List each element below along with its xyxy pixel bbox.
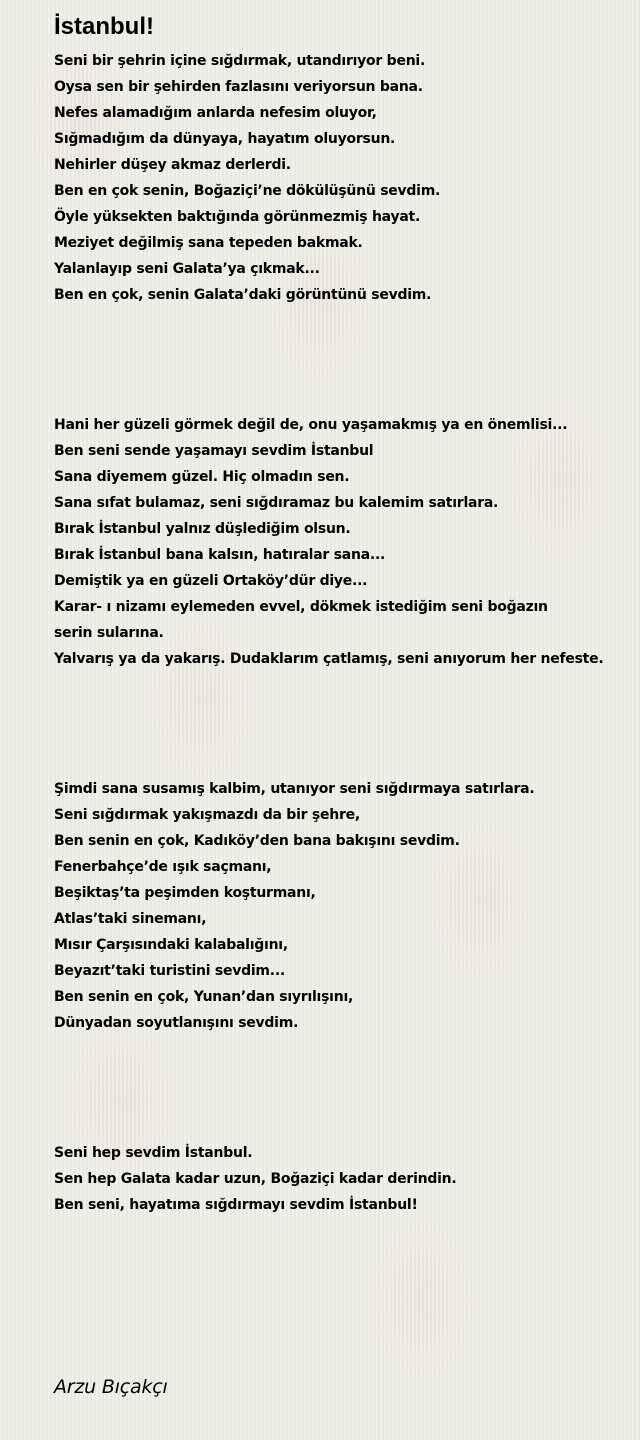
stanza-3	[54, 776, 624, 1036]
poem-line: Sen hep Galata kadar uzun, Boğaziçi kadar derindin.	[54, 1171, 457, 1187]
poem-line: Ben en çok senin, Boğaziçi’ne dökülüşünü sevdim.	[54, 183, 441, 199]
stanza-spacer	[54, 672, 624, 776]
poem-line: Ben senin en çok, Kadıköy’den bana bakışını sevdim.	[54, 833, 460, 849]
poem-title: İstanbul!	[54, 13, 154, 40]
poem-line: Atlas’taki sinemanı,	[54, 911, 207, 927]
poem-line: Ben seni sende yaşamayı sevdim İstanbul	[54, 443, 374, 459]
stanza-spacer	[54, 1036, 624, 1140]
poem-line: Seni sığdırmak yakışmazdı da bir şehre,	[54, 807, 360, 823]
poem-line: Sana diyemem güzel. Hiç olmadın sen.	[54, 469, 350, 485]
poem-line: Meziyet değilmiş sana tepeden bakmak.	[54, 235, 363, 251]
stanza-4	[54, 1140, 624, 1218]
stanza-2	[54, 412, 624, 672]
poem-line: Beşiktaş’ta peşimden koşturmanı,	[54, 885, 316, 901]
poem-line: serin sularına.	[54, 625, 164, 641]
poem-line: Karar- ı nizamı eylemeden evvel, dökmek istediğim seni boğazın	[54, 599, 548, 615]
poem-line: Hani her güzeli görmek değil de, onu yaşamakmış ya en önemlisi...	[54, 417, 568, 433]
poem-line: Seni bir şehrin içine sığdırmak, utandırıyor beni.	[54, 53, 426, 69]
poem-line: Nehirler düşey akmaz derlerdi.	[54, 157, 291, 173]
poem-line: Ben seni, hayatıma sığdırmayı sevdim İstanbul!	[54, 1197, 418, 1213]
poem-line: Bırak İstanbul bana kalsın, hatıralar sana...	[54, 547, 386, 563]
poem-line: Mısır Çarşısındaki kalabalığını,	[54, 937, 288, 953]
poem-line: Oysa sen bir şehirden fazlasını veriyorsun bana.	[54, 79, 423, 95]
poem-line: Fenerbahçe’de ışık saçmanı,	[54, 859, 272, 875]
poem-line: Ben en çok, senin Galata’daki görüntünü sevdim.	[54, 287, 432, 303]
poem-line: Seni hep sevdim İstanbul.	[54, 1145, 253, 1161]
poem-line: Şimdi sana susamış kalbim, utanıyor seni sığdırmaya satırlara.	[54, 781, 535, 797]
poem-line: Yalanlayıp seni Galata’ya çıkmak...	[54, 261, 320, 277]
poem-container	[54, 8, 624, 1218]
poem-line: Demiştik ya en güzeli Ortaköy’dür diye...	[54, 573, 368, 589]
poem-author: Arzu Bıçakçı	[54, 1376, 168, 1398]
stanza-spacer	[54, 308, 624, 412]
poem-line: Sığmadığım da dünyaya, hayatım oluyorsun.	[54, 131, 396, 147]
poem-line: Beyazıt’taki turistini sevdim...	[54, 963, 285, 979]
poem-line: Öyle yüksekten baktığında görünmezmiş hayat.	[54, 209, 421, 225]
poem-line: Dünyadan soyutlanışını sevdim.	[54, 1015, 299, 1031]
poem-line: Yalvarış ya da yakarış. Dudaklarım çatlamış, seni anıyorum her nefeste.	[54, 651, 604, 667]
poem-line: Ben senin en çok, Yunan’dan sıyrılışını,	[54, 989, 354, 1005]
stanza-1	[54, 48, 624, 308]
poem-line: Bırak İstanbul yalnız düşlediğim olsun.	[54, 521, 351, 537]
poem-line: Sana sıfat bulamaz, seni sığdıramaz bu kalemim satırlara.	[54, 495, 499, 511]
poem-line: Nefes alamadığım anlarda nefesim oluyor,	[54, 105, 377, 121]
